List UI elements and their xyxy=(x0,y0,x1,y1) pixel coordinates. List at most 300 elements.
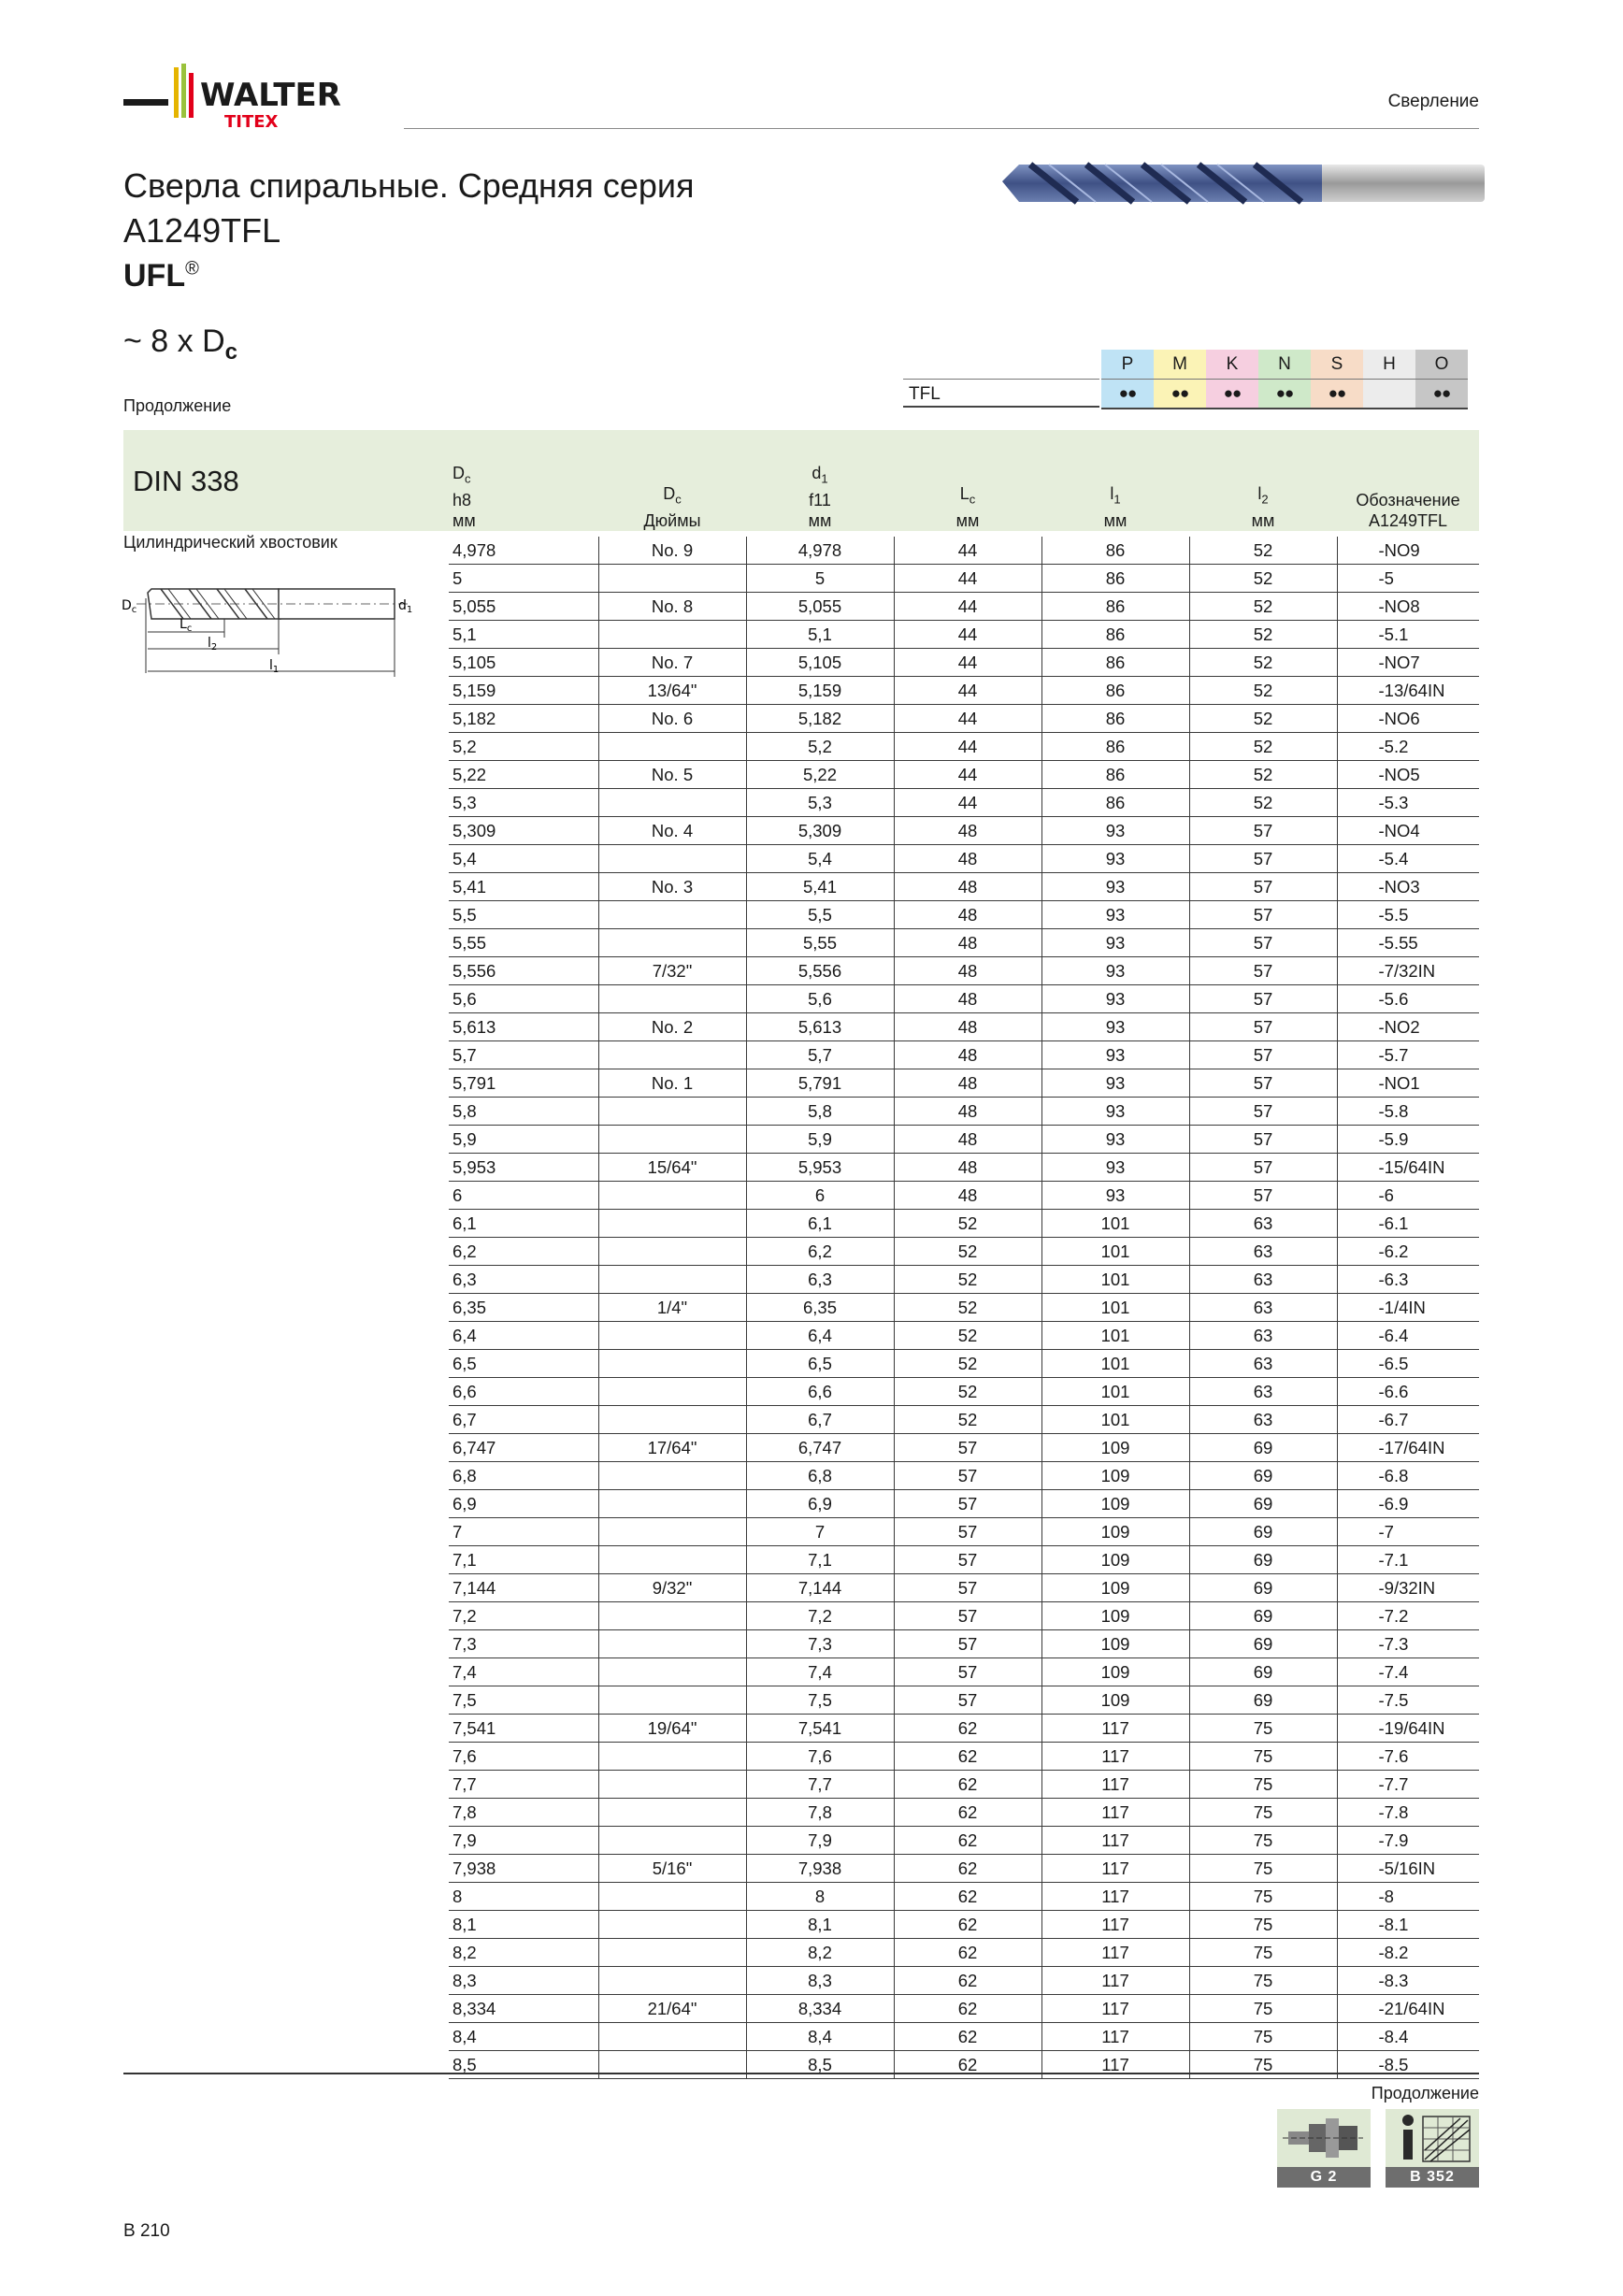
table-cell: 93 xyxy=(1041,1013,1189,1041)
table-cell: 44 xyxy=(894,677,1041,705)
table-cell: 86 xyxy=(1041,705,1189,733)
table-cell: 57 xyxy=(1189,1069,1337,1098)
table-cell: 86 xyxy=(1041,593,1189,621)
table-cell xyxy=(598,1883,746,1911)
table-cell: -5 xyxy=(1337,565,1479,593)
table-cell: 57 xyxy=(1189,873,1337,901)
table-cell: 7,4 xyxy=(449,1658,598,1686)
coating-label: TFL xyxy=(903,379,1099,408)
table-cell: 5,309 xyxy=(449,817,598,845)
table-cell: 5,7 xyxy=(746,1041,894,1069)
table-cell: 52 xyxy=(894,1294,1041,1322)
table-cell: 75 xyxy=(1189,1827,1337,1855)
table-cell: -5.55 xyxy=(1337,929,1479,957)
table-cell: -NO9 xyxy=(1337,537,1479,565)
table-cell xyxy=(598,1266,746,1294)
table-cell: 44 xyxy=(894,649,1041,677)
table-cell: 62 xyxy=(894,1743,1041,1771)
table-cell: 6,747 xyxy=(449,1434,598,1462)
table-cell: 57 xyxy=(1189,1182,1337,1210)
table-cell: 7,3 xyxy=(449,1630,598,1658)
table-row xyxy=(449,985,1479,1013)
column-header-line1 xyxy=(894,463,1041,483)
table-cell: 52 xyxy=(1189,789,1337,817)
table-cell: -7.6 xyxy=(1337,1743,1479,1771)
table-cell: 5,9 xyxy=(746,1126,894,1154)
table-cell: -NO6 xyxy=(1337,705,1479,733)
table-cell: 5,3 xyxy=(449,789,598,817)
table-cell: 109 xyxy=(1041,1686,1189,1715)
table-row xyxy=(449,1434,1479,1462)
table-row xyxy=(449,1266,1479,1294)
table-cell: 117 xyxy=(1041,1911,1189,1939)
table-cell: 69 xyxy=(1189,1602,1337,1630)
table-cell: 5,3 xyxy=(746,789,894,817)
table-cell: 101 xyxy=(1041,1210,1189,1238)
table-cell xyxy=(598,1602,746,1630)
table-row xyxy=(449,1686,1479,1715)
table-cell: 63 xyxy=(1189,1210,1337,1238)
table-cell: -21/64IN xyxy=(1337,1995,1479,2023)
table-row xyxy=(449,1322,1479,1350)
table-row xyxy=(449,1182,1479,1210)
table-cell: 7,8 xyxy=(449,1799,598,1827)
page-number: B 210 xyxy=(123,2221,170,2241)
table-cell: 5,41 xyxy=(449,873,598,901)
walter-titex-logo xyxy=(123,60,404,135)
table-cell: 6,4 xyxy=(449,1322,598,1350)
table-cell: 7,1 xyxy=(449,1546,598,1574)
table-cell: -6.8 xyxy=(1337,1462,1479,1490)
table-cell: -1/4IN xyxy=(1337,1294,1479,1322)
table-cell: 7 xyxy=(746,1518,894,1546)
table-cell: 5,055 xyxy=(746,593,894,621)
table-cell: -6.4 xyxy=(1337,1322,1479,1350)
table-cell: 8,4 xyxy=(746,2023,894,2051)
table-cell xyxy=(598,1406,746,1434)
table-row xyxy=(449,733,1479,761)
table-cell: 7,9 xyxy=(449,1827,598,1855)
table-cell: 62 xyxy=(894,1855,1041,1883)
table-cell: 48 xyxy=(894,873,1041,901)
diagram-lc-label: $L_c$ xyxy=(180,617,193,634)
table-cell: 6,35 xyxy=(449,1294,598,1322)
table-cell: 7,541 xyxy=(449,1715,598,1743)
table-cell: 93 xyxy=(1041,845,1189,873)
table-cell xyxy=(598,1799,746,1827)
table-row xyxy=(449,1911,1479,1939)
table-cell: -7.4 xyxy=(1337,1658,1479,1686)
table-cell: -17/64IN xyxy=(1337,1434,1479,1462)
table-cell: No. 5 xyxy=(598,761,746,789)
table-cell: 48 xyxy=(894,817,1041,845)
table-cell: 101 xyxy=(1041,1238,1189,1266)
shank-label: Цилиндрический хвостовик xyxy=(123,533,338,552)
table-cell: 52 xyxy=(1189,537,1337,565)
table-cell: 93 xyxy=(1041,873,1189,901)
continued-label-top: Продолжение xyxy=(123,396,232,415)
table-cell: 5,159 xyxy=(449,677,598,705)
column-header-line3: мм xyxy=(1251,511,1275,530)
table-row xyxy=(449,1069,1479,1098)
table-row xyxy=(449,845,1479,873)
table-cell: -5.6 xyxy=(1337,985,1479,1013)
table-cell: 5,613 xyxy=(746,1013,894,1041)
table-row xyxy=(449,1743,1479,1771)
info-chart-icon xyxy=(1386,2109,1479,2167)
column-header-line2: h8 xyxy=(452,491,472,509)
table-cell: 93 xyxy=(1041,957,1189,985)
table-row xyxy=(449,1294,1479,1322)
table-cell: 69 xyxy=(1189,1434,1337,1462)
table-cell: No. 2 xyxy=(598,1013,746,1041)
table-cell: 69 xyxy=(1189,1574,1337,1602)
table-cell: 75 xyxy=(1189,2051,1337,2079)
table-cell: 44 xyxy=(894,733,1041,761)
table-cell: 63 xyxy=(1189,1266,1337,1294)
table-cell xyxy=(598,733,746,761)
table-cell: 117 xyxy=(1041,2051,1189,2079)
table-cell: -6.6 xyxy=(1337,1378,1479,1406)
table-cell: 5,791 xyxy=(746,1069,894,1098)
table-cell: 7,2 xyxy=(449,1602,598,1630)
table-cell: 7,7 xyxy=(746,1771,894,1799)
table-cell: 8,5 xyxy=(746,2051,894,2079)
table-cell: 117 xyxy=(1041,1715,1189,1743)
table-cell: 57 xyxy=(894,1602,1041,1630)
table-cell: 7,938 xyxy=(746,1855,894,1883)
table-cell: 93 xyxy=(1041,901,1189,929)
table-row xyxy=(449,1855,1479,1883)
table-row xyxy=(449,2051,1479,2079)
table-cell: 117 xyxy=(1041,1799,1189,1827)
table-cell: -5.9 xyxy=(1337,1126,1479,1154)
table-row xyxy=(449,1939,1479,1967)
table-cell: 6,7 xyxy=(449,1406,598,1434)
table-cell: 5,8 xyxy=(746,1098,894,1126)
table-cell: 57 xyxy=(1189,1013,1337,1041)
table-cell: No. 8 xyxy=(598,593,746,621)
header-divider xyxy=(404,128,1479,129)
table-cell: 63 xyxy=(1189,1350,1337,1378)
table-cell: 101 xyxy=(1041,1322,1189,1350)
table-cell: 8 xyxy=(449,1883,598,1911)
table-cell: 52 xyxy=(894,1406,1041,1434)
table-cell: 8,334 xyxy=(746,1995,894,2023)
table-row xyxy=(449,649,1479,677)
reference-g2[interactable] xyxy=(1277,2109,1371,2188)
table-row xyxy=(449,1883,1479,1911)
dimensions-table xyxy=(449,430,1479,2079)
table-cell: 5,4 xyxy=(746,845,894,873)
table-cell: 52 xyxy=(1189,593,1337,621)
table-cell: 52 xyxy=(1189,733,1337,761)
table-cell: 6,4 xyxy=(746,1322,894,1350)
table-cell: 63 xyxy=(1189,1406,1337,1434)
table-row xyxy=(449,1041,1479,1069)
table-cell: 44 xyxy=(894,593,1041,621)
table-cell: -NO8 xyxy=(1337,593,1479,621)
table-cell: 63 xyxy=(1189,1294,1337,1322)
column-header-1 xyxy=(598,430,746,537)
table-cell xyxy=(598,1911,746,1939)
table-cell: 57 xyxy=(1189,901,1337,929)
table-cell: 57 xyxy=(894,1686,1041,1715)
table-cell: 6,6 xyxy=(746,1378,894,1406)
table-row xyxy=(449,593,1479,621)
table-row xyxy=(449,873,1479,901)
table-cell: 75 xyxy=(1189,1715,1337,1743)
table-cell: 69 xyxy=(1189,1490,1337,1518)
table-cell: -15/64IN xyxy=(1337,1154,1479,1182)
table-cell: 62 xyxy=(894,1939,1041,1967)
table-cell: 86 xyxy=(1041,733,1189,761)
table-cell: 86 xyxy=(1041,565,1189,593)
table-cell: No. 9 xyxy=(598,537,746,565)
table-cell xyxy=(598,1658,746,1686)
table-cell: -8.4 xyxy=(1337,2023,1479,2051)
diagram-d1-label: $d_1$ xyxy=(398,598,413,615)
table-row xyxy=(449,1546,1479,1574)
table-row xyxy=(449,1013,1479,1041)
table-cell: 5,4 xyxy=(449,845,598,873)
table-cell xyxy=(598,1378,746,1406)
diagram-l1-label: $l_1$ xyxy=(269,658,280,675)
column-header-line2: Обозначение xyxy=(1356,491,1460,509)
table-cell: 6,747 xyxy=(746,1434,894,1462)
table-cell: 4,978 xyxy=(746,537,894,565)
column-header-3 xyxy=(894,430,1041,537)
table-cell: 7,541 xyxy=(746,1715,894,1743)
table-cell: 93 xyxy=(1041,817,1189,845)
table-cell: 117 xyxy=(1041,2023,1189,2051)
table-cell: 44 xyxy=(894,761,1041,789)
table-cell xyxy=(598,1630,746,1658)
material-suitability-p: ●● xyxy=(1101,380,1154,409)
table-cell: 52 xyxy=(894,1322,1041,1350)
table-cell: 5,309 xyxy=(746,817,894,845)
table-cell: 57 xyxy=(1189,1154,1337,1182)
table-cell: -6.9 xyxy=(1337,1490,1479,1518)
table-cell: No. 7 xyxy=(598,649,746,677)
table-row xyxy=(449,565,1479,593)
table-cell: 7/32" xyxy=(598,957,746,985)
table-row xyxy=(449,1658,1479,1686)
column-header-line1 xyxy=(598,463,746,483)
column-header-line3: мм xyxy=(955,511,980,530)
material-suitability-k: ●● xyxy=(1206,380,1258,409)
table-cell: 86 xyxy=(1041,537,1189,565)
table-cell: 7,3 xyxy=(746,1630,894,1658)
material-suitability-m: ●● xyxy=(1154,380,1206,409)
table-row xyxy=(449,1827,1479,1855)
column-header-5 xyxy=(1189,430,1337,537)
material-suitability-s: ●● xyxy=(1311,380,1363,409)
table-cell: 8,334 xyxy=(449,1995,598,2023)
material-suitability-h xyxy=(1363,380,1415,409)
table-cell: -NO3 xyxy=(1337,873,1479,901)
table-cell: 52 xyxy=(894,1238,1041,1266)
table-cell: -8.5 xyxy=(1337,2051,1479,2079)
table-cell: -7.2 xyxy=(1337,1602,1479,1630)
table-cell: 44 xyxy=(894,537,1041,565)
table-cell: 7,938 xyxy=(449,1855,598,1883)
table-cell: 75 xyxy=(1189,1799,1337,1827)
column-header-line2: f11 xyxy=(809,491,831,509)
table-cell: 6,1 xyxy=(449,1210,598,1238)
table-cell: 48 xyxy=(894,1098,1041,1126)
table-row xyxy=(449,621,1479,649)
table-cell: 5,8 xyxy=(449,1098,598,1126)
reference-tag-b352: B 352 xyxy=(1386,2167,1479,2188)
table-cell: -5.8 xyxy=(1337,1098,1479,1126)
product-line-text: UFL xyxy=(123,258,186,294)
table-row xyxy=(449,1799,1479,1827)
table-cell: 8,1 xyxy=(449,1911,598,1939)
table-row xyxy=(449,1490,1479,1518)
table-cell: 62 xyxy=(894,1967,1041,1995)
table-cell: 48 xyxy=(894,1154,1041,1182)
table-cell: 44 xyxy=(894,621,1041,649)
table-cell: 117 xyxy=(1041,1771,1189,1799)
table-row xyxy=(449,1098,1479,1126)
table-cell: -6.3 xyxy=(1337,1266,1479,1294)
material-group-m: M xyxy=(1154,350,1206,380)
table-cell: 52 xyxy=(1189,705,1337,733)
table-cell: 7,2 xyxy=(746,1602,894,1630)
column-header-line3: мм xyxy=(1103,511,1127,530)
table-cell: 5,7 xyxy=(449,1041,598,1069)
table-cell: -5.3 xyxy=(1337,789,1479,817)
ratio-sub: c xyxy=(224,338,238,365)
table-cell: -7/32IN xyxy=(1337,957,1479,985)
column-header-line3: мм xyxy=(452,511,476,530)
table-cell: 48 xyxy=(894,1182,1041,1210)
table-cell: 69 xyxy=(1189,1686,1337,1715)
table-row xyxy=(449,677,1479,705)
reference-b352[interactable] xyxy=(1386,2109,1479,2188)
table-row xyxy=(449,2023,1479,2051)
table-cell xyxy=(598,901,746,929)
table-cell: -NO4 xyxy=(1337,817,1479,845)
table-row xyxy=(449,1406,1479,1434)
table-cell: -7.9 xyxy=(1337,1827,1479,1855)
table-cell: 52 xyxy=(894,1210,1041,1238)
table-cell: 93 xyxy=(1041,1069,1189,1098)
table-cell: 109 xyxy=(1041,1574,1189,1602)
product-code: A1249TFL xyxy=(123,211,281,250)
table-cell: -7 xyxy=(1337,1518,1479,1546)
table-cell: 7,5 xyxy=(746,1686,894,1715)
table-cell: 5,556 xyxy=(746,957,894,985)
table-cell xyxy=(598,1126,746,1154)
column-header-line2: $l_1$ xyxy=(1110,484,1121,507)
table-cell: 48 xyxy=(894,845,1041,873)
column-header-line3: мм xyxy=(808,511,832,530)
table-cell: 7,4 xyxy=(746,1658,894,1686)
table-cell xyxy=(598,789,746,817)
table-cell xyxy=(598,1518,746,1546)
table-cell: 52 xyxy=(894,1378,1041,1406)
table-cell: 5,1 xyxy=(449,621,598,649)
table-cell: -8 xyxy=(1337,1883,1479,1911)
table-cell: 6,9 xyxy=(449,1490,598,1518)
table-bottom-rule xyxy=(123,2073,1479,2074)
table-cell: 8,2 xyxy=(449,1939,598,1967)
table-cell: 5,613 xyxy=(449,1013,598,1041)
table-cell: 52 xyxy=(1189,649,1337,677)
table-cell: 5,5 xyxy=(746,901,894,929)
table-cell: -5.4 xyxy=(1337,845,1479,873)
table-cell: 21/64" xyxy=(598,1995,746,2023)
table-cell: 62 xyxy=(894,1995,1041,2023)
table-cell: 62 xyxy=(894,1715,1041,1743)
table-cell: 48 xyxy=(894,957,1041,985)
table-cell: No. 6 xyxy=(598,705,746,733)
table-row xyxy=(449,929,1479,957)
table-cell: -6.2 xyxy=(1337,1238,1479,1266)
table-cell xyxy=(598,1827,746,1855)
table-cell: 75 xyxy=(1189,1967,1337,1995)
table-cell: 6 xyxy=(746,1182,894,1210)
table-cell: 101 xyxy=(1041,1294,1189,1322)
table-cell: 69 xyxy=(1189,1518,1337,1546)
table-cell: -9/32IN xyxy=(1337,1574,1479,1602)
table-cell xyxy=(598,1967,746,1995)
table-cell: 93 xyxy=(1041,1182,1189,1210)
table-cell: -6.1 xyxy=(1337,1210,1479,1238)
table-row xyxy=(449,1602,1479,1630)
column-header-0 xyxy=(449,430,598,537)
table-cell: 7,5 xyxy=(449,1686,598,1715)
drill-photo xyxy=(993,153,1488,213)
table-cell: 5,22 xyxy=(449,761,598,789)
table-cell: 7,1 xyxy=(746,1546,894,1574)
table-cell: 8,5 xyxy=(449,2051,598,2079)
table-cell: 57 xyxy=(894,1546,1041,1574)
table-cell: -NO1 xyxy=(1337,1069,1479,1098)
table-cell: -8.1 xyxy=(1337,1911,1479,1939)
table-cell xyxy=(598,565,746,593)
column-header-line1 xyxy=(1189,463,1337,483)
table-cell: 44 xyxy=(894,789,1041,817)
table-cell: 86 xyxy=(1041,649,1189,677)
column-header-6 xyxy=(1337,430,1479,537)
table-cell: 5,953 xyxy=(449,1154,598,1182)
table-cell: -7.7 xyxy=(1337,1771,1479,1799)
table-row xyxy=(449,1771,1479,1799)
table-cell: 63 xyxy=(1189,1238,1337,1266)
table-cell: 109 xyxy=(1041,1462,1189,1490)
table-row xyxy=(449,1462,1479,1490)
table-cell: 5,41 xyxy=(746,873,894,901)
table-cell: -5/16IN xyxy=(1337,1855,1479,1883)
table-row xyxy=(449,1238,1479,1266)
table-cell: 5,2 xyxy=(746,733,894,761)
table-cell: -NO2 xyxy=(1337,1013,1479,1041)
page-title: Сверла спиральные. Средняя серия xyxy=(123,166,695,205)
section-label: Сверление xyxy=(1387,92,1479,111)
table-cell: 5 xyxy=(746,565,894,593)
table-cell: 6,2 xyxy=(449,1238,598,1266)
table-row xyxy=(449,1350,1479,1378)
table-header-row xyxy=(449,430,1479,537)
table-cell: 48 xyxy=(894,1041,1041,1069)
brand-sub-text: TITEX xyxy=(224,112,279,132)
table-cell: 62 xyxy=(894,1799,1041,1827)
product-line xyxy=(123,258,199,294)
table-cell: 57 xyxy=(894,1658,1041,1686)
